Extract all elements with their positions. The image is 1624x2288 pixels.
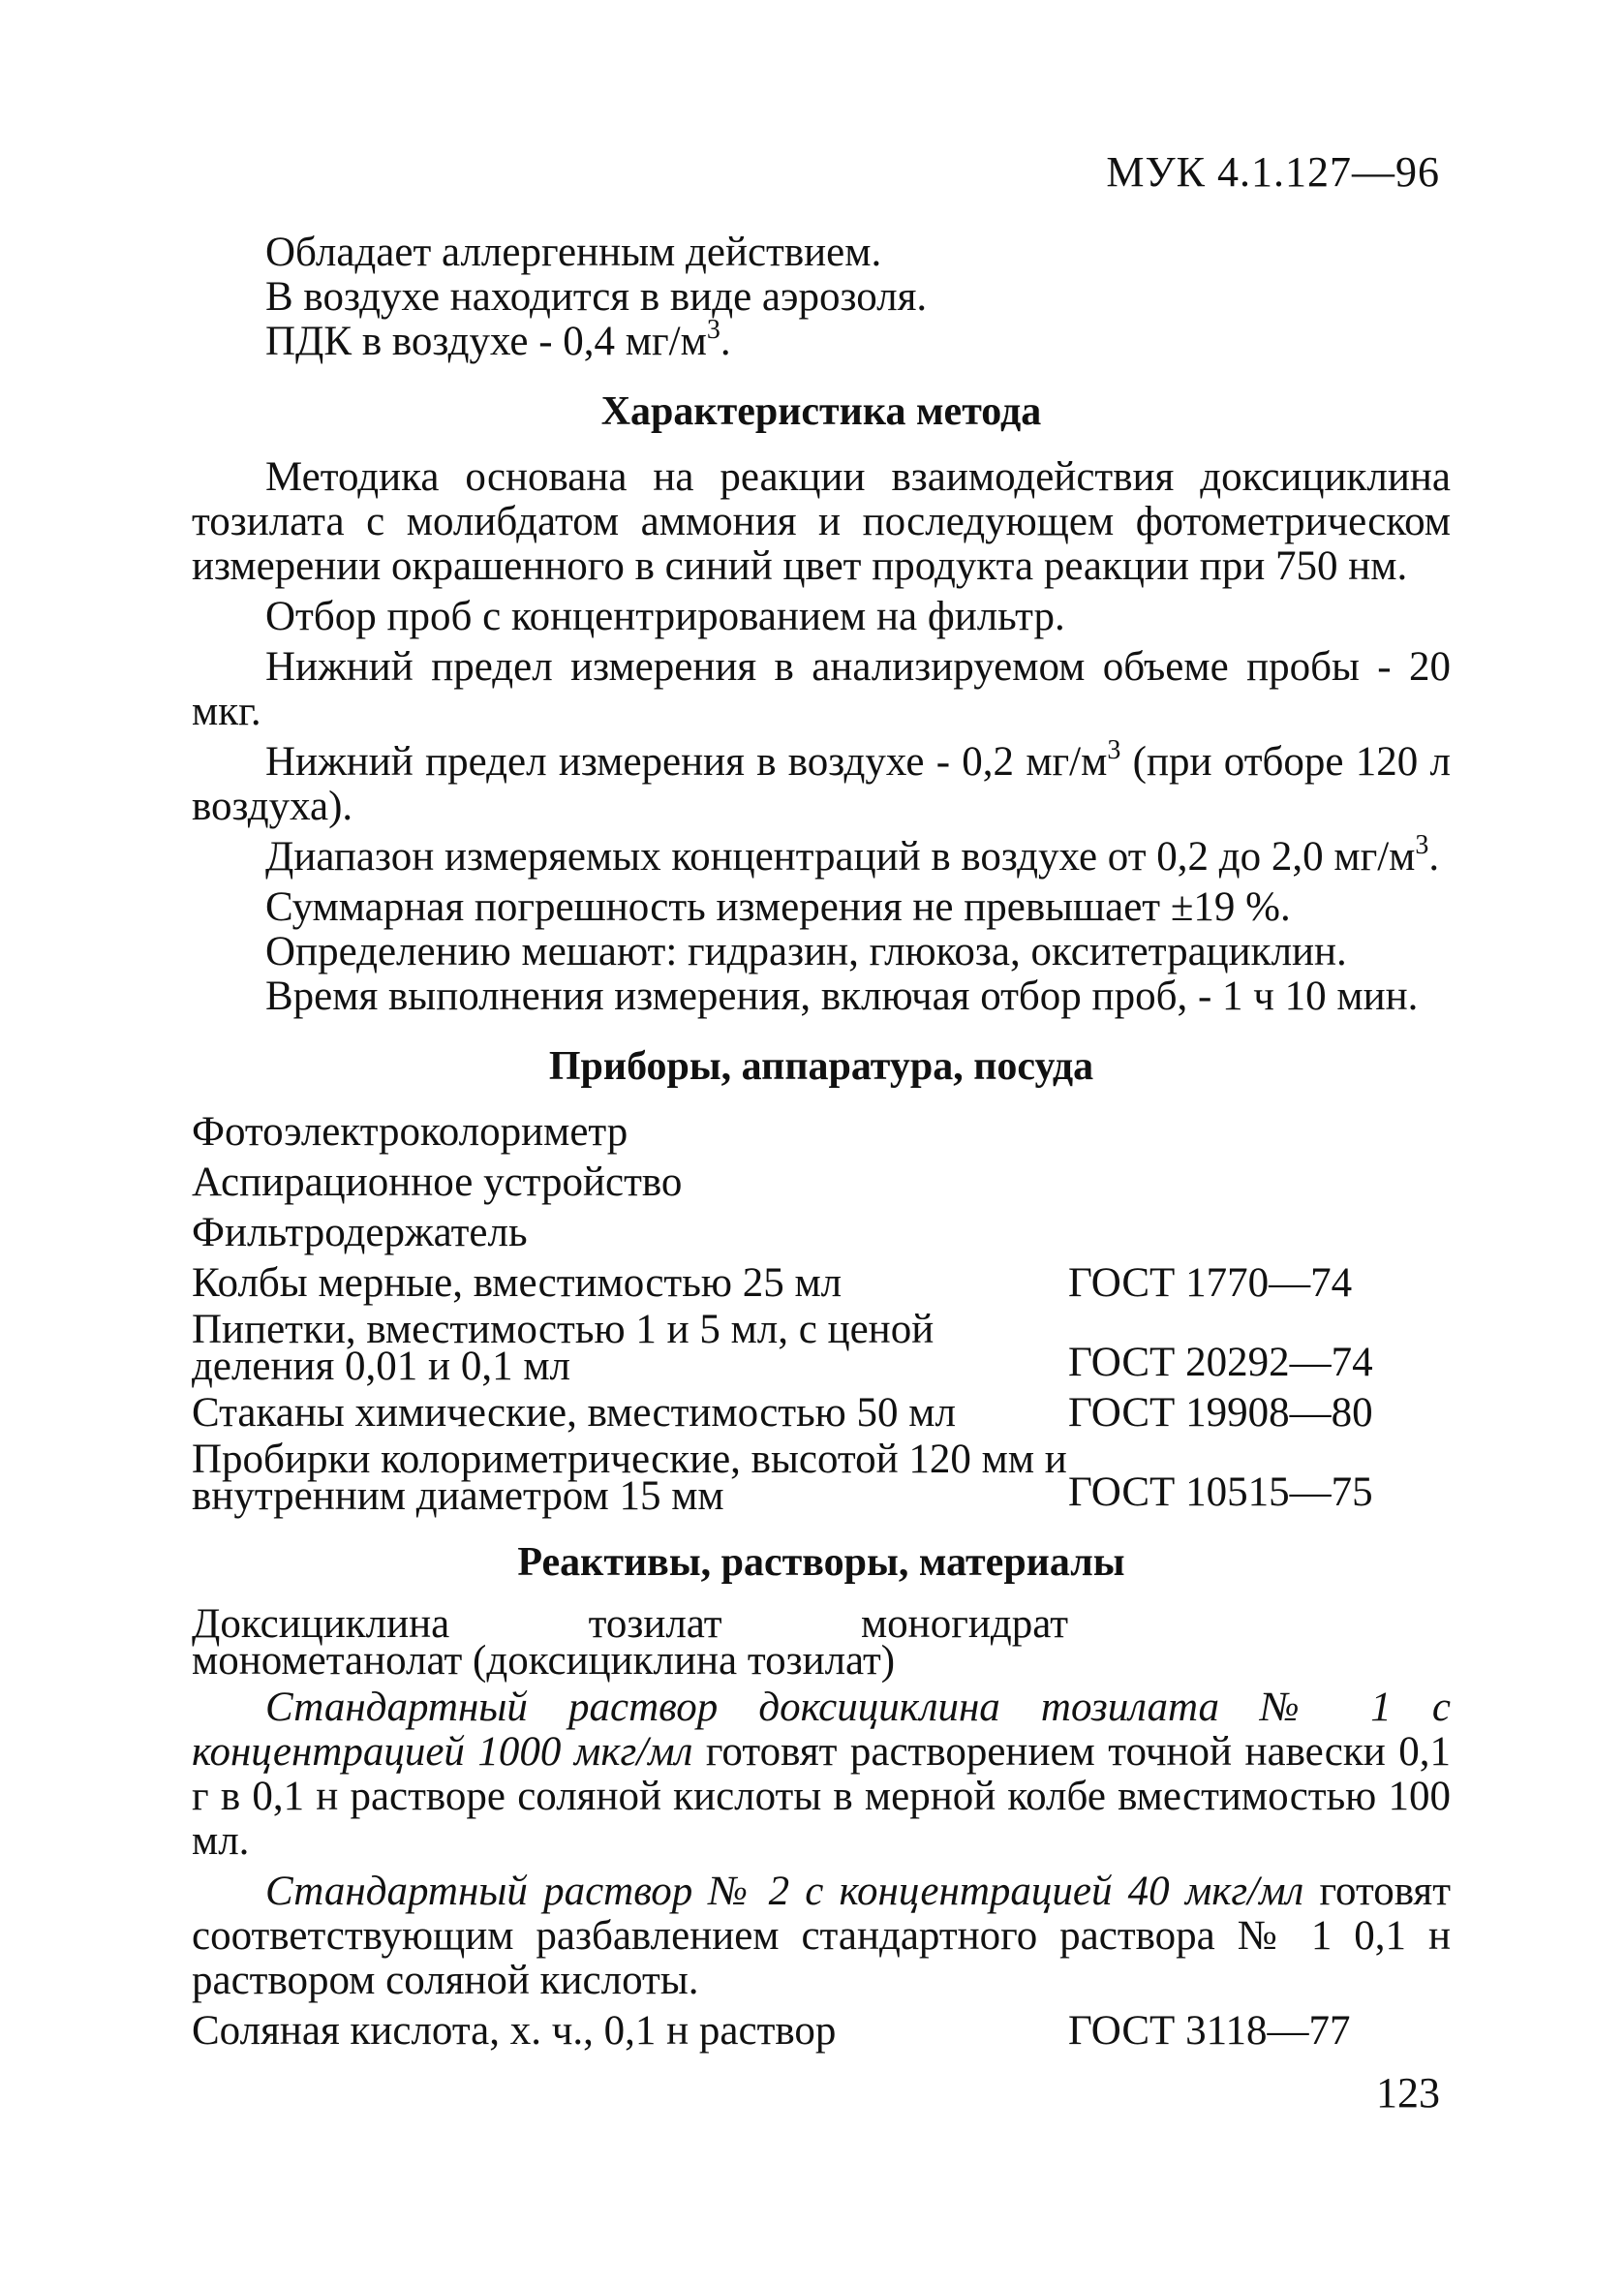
standard-solution-2-italic: Стандартный раствор № 2 с концентрацией 40 мкг/мл — [265, 1869, 1304, 1914]
equipment-name: Колбы мерные, вместимостью 25 мл — [192, 1260, 843, 1306]
method-p5-end: . — [1428, 834, 1440, 880]
equipment-item — [192, 1307, 1451, 1389]
method-paragraph-5 — [192, 829, 1451, 880]
equipment-name: Фильтродержатель — [192, 1210, 528, 1255]
standard-solution-2 — [192, 1870, 1451, 2003]
equipment-item — [192, 1110, 1451, 1155]
equipment-name: Фотоэлектроколориметр — [192, 1109, 628, 1155]
method-paragraph-1: Методика основана на реакции взаимодействия доксициклина тозилата с молибдатом аммония и последующем фотометрическом измерении окрашенного в синий цвет продукта реакции при 750 нм. — [192, 454, 1451, 589]
method-p5-sup: 3 — [1415, 829, 1429, 860]
document-body — [192, 231, 1451, 2054]
equipment-name: Стаканы химические, вместимостью 50 мл — [192, 1390, 956, 1436]
pdk-sup: 3 — [706, 314, 720, 345]
section-reagents-title: Реактивы, растворы, материалы — [517, 1540, 1125, 1585]
method-p4-text: Нижний предел измерения в воздухе - 0,2 мг/м — [265, 739, 1108, 785]
equipment-name: Пипетки, вместимостью 1 и 5 мл, с ценой деления 0,01 и 0,1 мл — [192, 1307, 935, 1389]
method-p4-end: (при отборе 120 л воздуха). — [192, 739, 1451, 829]
equipment-item — [192, 1391, 1451, 1436]
reagent-item-1: Доксициклина тозилат моногидрат монометанолат (доксициклина тозилат) — [192, 1601, 1068, 1684]
equipment-gost: ГОСТ 1770—74 — [1068, 1260, 1353, 1306]
method-paragraph-3: Нижний предел измерения в анализируемом объеме пробы - 20 мкг. — [192, 644, 1451, 734]
acid-gost: ГОСТ 3118—77 — [1068, 2008, 1351, 2054]
equipment-item — [192, 1437, 1451, 1519]
section-method-title: Характеристика метода — [600, 389, 1042, 434]
method-paragraph-4 — [192, 734, 1451, 829]
equipment-name: Аспирационное устройство — [192, 1159, 683, 1205]
equipment-gost: ГОСТ 10515—75 — [1068, 1469, 1373, 1515]
standard-solution-1-italic: Стандартный раствор доксициклина тозилата № 1 с концентрацией 1000 мкг/мл — [192, 1685, 1451, 1775]
equipment-gost: ГОСТ 19908—80 — [1068, 1390, 1373, 1436]
standard-solution-1-text: готовят растворением точной навески 0,1 г в 0,1 н растворе соляной кислоты в мерной колбе вместимостью 100 мл. — [192, 1729, 1451, 1864]
pdk-line — [192, 314, 1451, 364]
reagent-item-acid — [192, 2009, 1451, 2054]
method-paragraph-2: Отбор проб с концентрированием на фильтр. — [265, 594, 1065, 639]
pdk-end: . — [720, 319, 731, 364]
pdk-text: ПДК в воздухе - 0,4 мг/м — [265, 319, 707, 364]
method-paragraph-8: Время выполнения измерения, включая отбор проб, - 1 ч 10 мин. — [265, 974, 1419, 1019]
page-number: 123 — [1376, 2069, 1440, 2117]
equipment-item — [192, 1160, 1451, 1205]
intro-line-2: В воздухе находится в виде аэрозоля. — [265, 274, 928, 320]
document-code: МУК 4.1.127—96 — [1106, 148, 1440, 196]
equipment-item — [192, 1211, 1451, 1255]
method-paragraph-7: Определению мешают: гидразин, глюкоза, окситетрациклин. — [265, 929, 1347, 974]
standard-solution-1 — [192, 1685, 1451, 1864]
method-p5-text: Диапазон измеряемых концентраций в воздухе от 0,2 до 2,0 мг/м — [265, 834, 1416, 880]
equipment-item — [192, 1261, 1451, 1306]
method-paragraph-6: Суммарная погрешность измерения не превышает ±19 %. — [265, 884, 1291, 930]
standard-solution-2-text: готовят соответствующим разбавлением стандартного раствора № 1 0,1 н раствором соляной кислоты. — [192, 1869, 1451, 2003]
equipment-gost: ГОСТ 20292—74 — [1068, 1340, 1373, 1385]
equipment-name: Пробирки колориметрические, высотой 120 мм и внутренним диаметром 15 мм — [192, 1437, 1067, 1519]
method-p4-sup: 3 — [1107, 734, 1121, 765]
section-equipment-title: Приборы, аппаратура, посуда — [548, 1044, 1094, 1089]
intro-line-1: Обладает аллергенным действием. — [265, 230, 882, 275]
acid-name: Соляная кислота, х. ч., 0,1 н раствор — [192, 2008, 837, 2054]
